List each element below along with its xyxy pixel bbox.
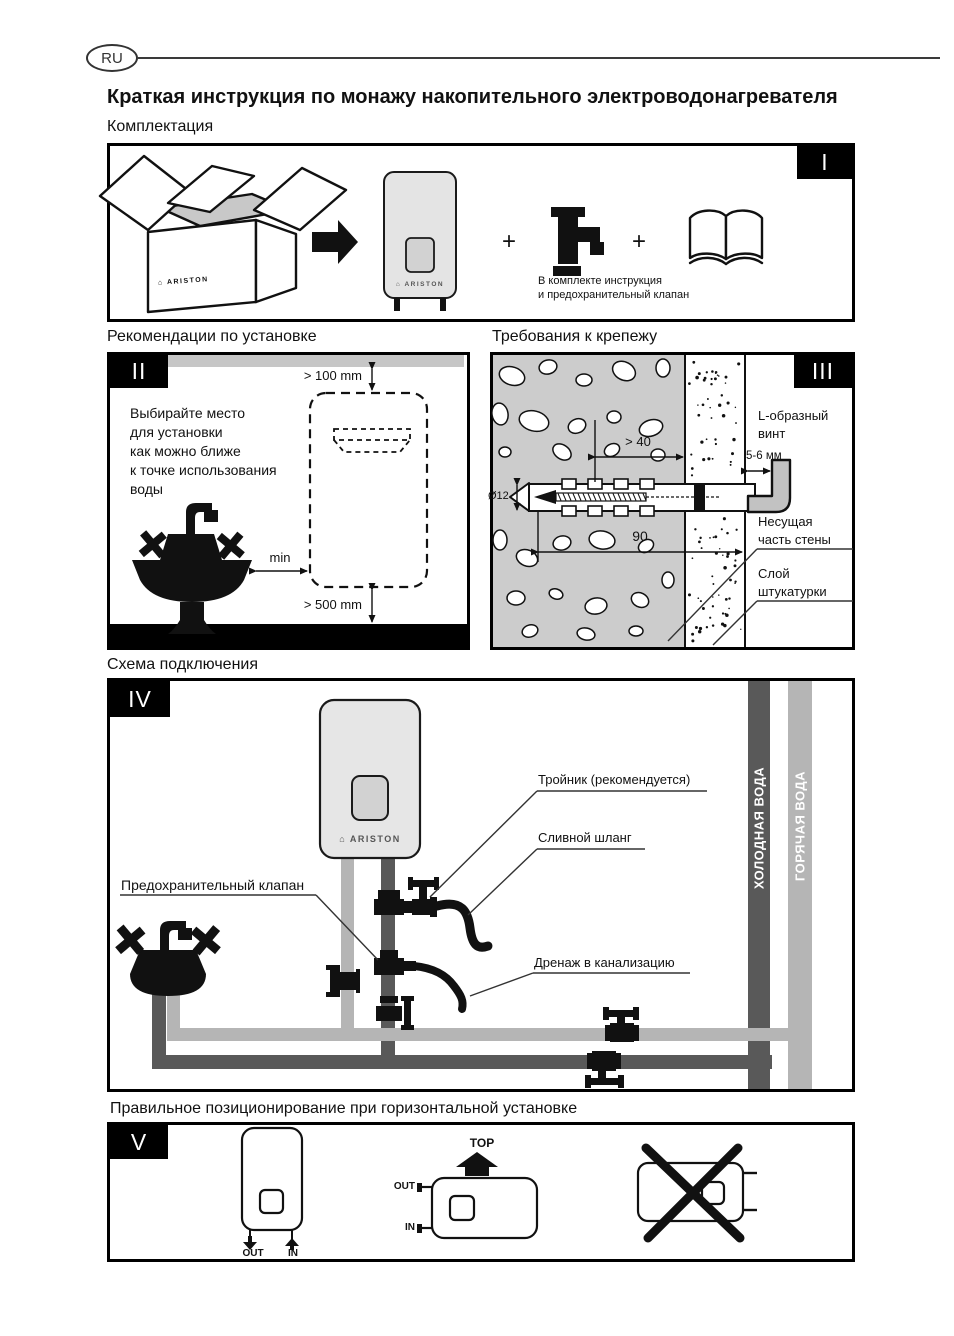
arrow-right-icon bbox=[312, 220, 358, 264]
section-label-fixing: Требования к крепежу bbox=[492, 328, 658, 345]
drain-hose-label: Сливной шланг bbox=[538, 830, 632, 845]
top-label: TOP bbox=[469, 1136, 495, 1150]
ceiling-strip bbox=[168, 355, 464, 367]
safety-valve-fitting-icon bbox=[374, 950, 416, 975]
diameter-dim: Ø12 bbox=[488, 490, 509, 502]
section-label-horizontal: Правильное позиционирование при горизонтальной установке bbox=[110, 1100, 578, 1117]
advice-line: Выбирайте место bbox=[130, 405, 246, 421]
carton-brand-label: ⌂ ARISTON bbox=[157, 276, 209, 287]
bracket-outline-dashed bbox=[334, 429, 410, 452]
sewer-drain-label: Дренаж в канализацию bbox=[534, 955, 675, 970]
faucet-cold-elbow bbox=[152, 994, 166, 1064]
out-label-vertical: OUT bbox=[238, 1248, 268, 1260]
heater-outline-dashed bbox=[310, 393, 427, 587]
cold-water-riser-label: ХОЛОДНАЯ ВОДА bbox=[751, 766, 767, 890]
heater-outlet-pipe bbox=[341, 858, 354, 1041]
manual-book-icon bbox=[690, 211, 762, 264]
advice-line: к точке использования bbox=[130, 462, 277, 478]
panel-badge-4: IV bbox=[110, 681, 170, 717]
water-heater-icon-kit bbox=[384, 172, 456, 311]
advice-line: воды bbox=[130, 481, 163, 497]
vertical-heater-outline bbox=[242, 1128, 302, 1240]
cold-line-valve-icon bbox=[585, 1051, 624, 1088]
plaster-layer-label-line2: штукатурки bbox=[758, 584, 827, 599]
l-screw-label-line2: винт bbox=[758, 426, 786, 441]
faucet-icon bbox=[107, 917, 228, 996]
in-label-horizontal: IN bbox=[405, 1222, 415, 1233]
hot-water-riser-label: ГОРЯЧАЯ ВОДА bbox=[792, 770, 808, 882]
tee-label: Тройник (рекомендуется) bbox=[538, 772, 691, 787]
plus-sign: + bbox=[502, 228, 517, 255]
panel-badge-3: III bbox=[794, 355, 852, 388]
cold-horizontal-pipe bbox=[152, 1055, 772, 1069]
safety-valve-label: Предохранительный клапан bbox=[121, 877, 305, 893]
gap-dim: 5-6 мм bbox=[746, 450, 782, 462]
heater-brand-label-kit: ⌂ ARISTON bbox=[395, 281, 445, 288]
bearing-wall-label-line2: часть стены bbox=[758, 532, 831, 547]
out-label-horizontal: OUT bbox=[393, 1181, 415, 1192]
advice-line: для установки bbox=[130, 424, 223, 440]
clearance-arrows bbox=[256, 369, 372, 622]
carton-box-icon bbox=[100, 156, 346, 312]
language-badge: RU bbox=[86, 44, 138, 72]
bearing-wall-label-line1: Несущая bbox=[758, 514, 813, 529]
depth-dim: > 40 bbox=[625, 434, 651, 449]
min-distance-dim: min bbox=[269, 550, 291, 565]
horizontal-heater-connectors bbox=[417, 1183, 432, 1233]
length-dim: 90 bbox=[632, 528, 648, 544]
anchor-dowel-icon bbox=[510, 479, 755, 516]
kit-note-line2: и предохранительный клапан bbox=[538, 289, 690, 301]
hot-line-valve-icon bbox=[603, 1007, 639, 1042]
heater-brand-label-plumbing: ⌂ ARISTON bbox=[339, 834, 401, 844]
hot-horizontal-pipe bbox=[167, 1028, 812, 1041]
floor-strip bbox=[110, 624, 467, 647]
page-title: Краткая инструкция по монажу накопительного электроводонагревателя bbox=[107, 86, 838, 108]
drain-hose-icon bbox=[437, 904, 488, 947]
safety-valve-icon bbox=[551, 207, 604, 276]
bottom-clearance-dim: > 500 mm bbox=[303, 597, 362, 612]
top-clearance-dim: > 100 mm bbox=[303, 368, 362, 383]
advice-line: как можно ближе bbox=[130, 443, 241, 459]
horizontal-heater-outline bbox=[432, 1178, 537, 1238]
section-label-plumbing: Схема подключения bbox=[107, 656, 258, 673]
panel-badge-2: II bbox=[110, 355, 168, 388]
kit-note-line1: В комплекте инструкция bbox=[538, 275, 662, 287]
sink-icon bbox=[132, 503, 252, 634]
sewer-drain-hose-icon bbox=[414, 966, 463, 1009]
hot-water-riser bbox=[788, 681, 812, 1089]
plus-sign: + bbox=[632, 228, 647, 255]
section-label-install: Рекомендации по установке bbox=[107, 328, 317, 345]
panel-badge-1: I bbox=[797, 146, 853, 179]
l-screw-label-line1: L-образный bbox=[758, 408, 829, 423]
panel-badge-5: V bbox=[110, 1125, 168, 1159]
in-label-vertical: IN bbox=[282, 1248, 304, 1260]
plaster-layer-label-line1: Слой bbox=[758, 566, 790, 581]
top-arrow-icon bbox=[456, 1152, 498, 1176]
section-label-kit: Комплектация bbox=[107, 118, 214, 135]
